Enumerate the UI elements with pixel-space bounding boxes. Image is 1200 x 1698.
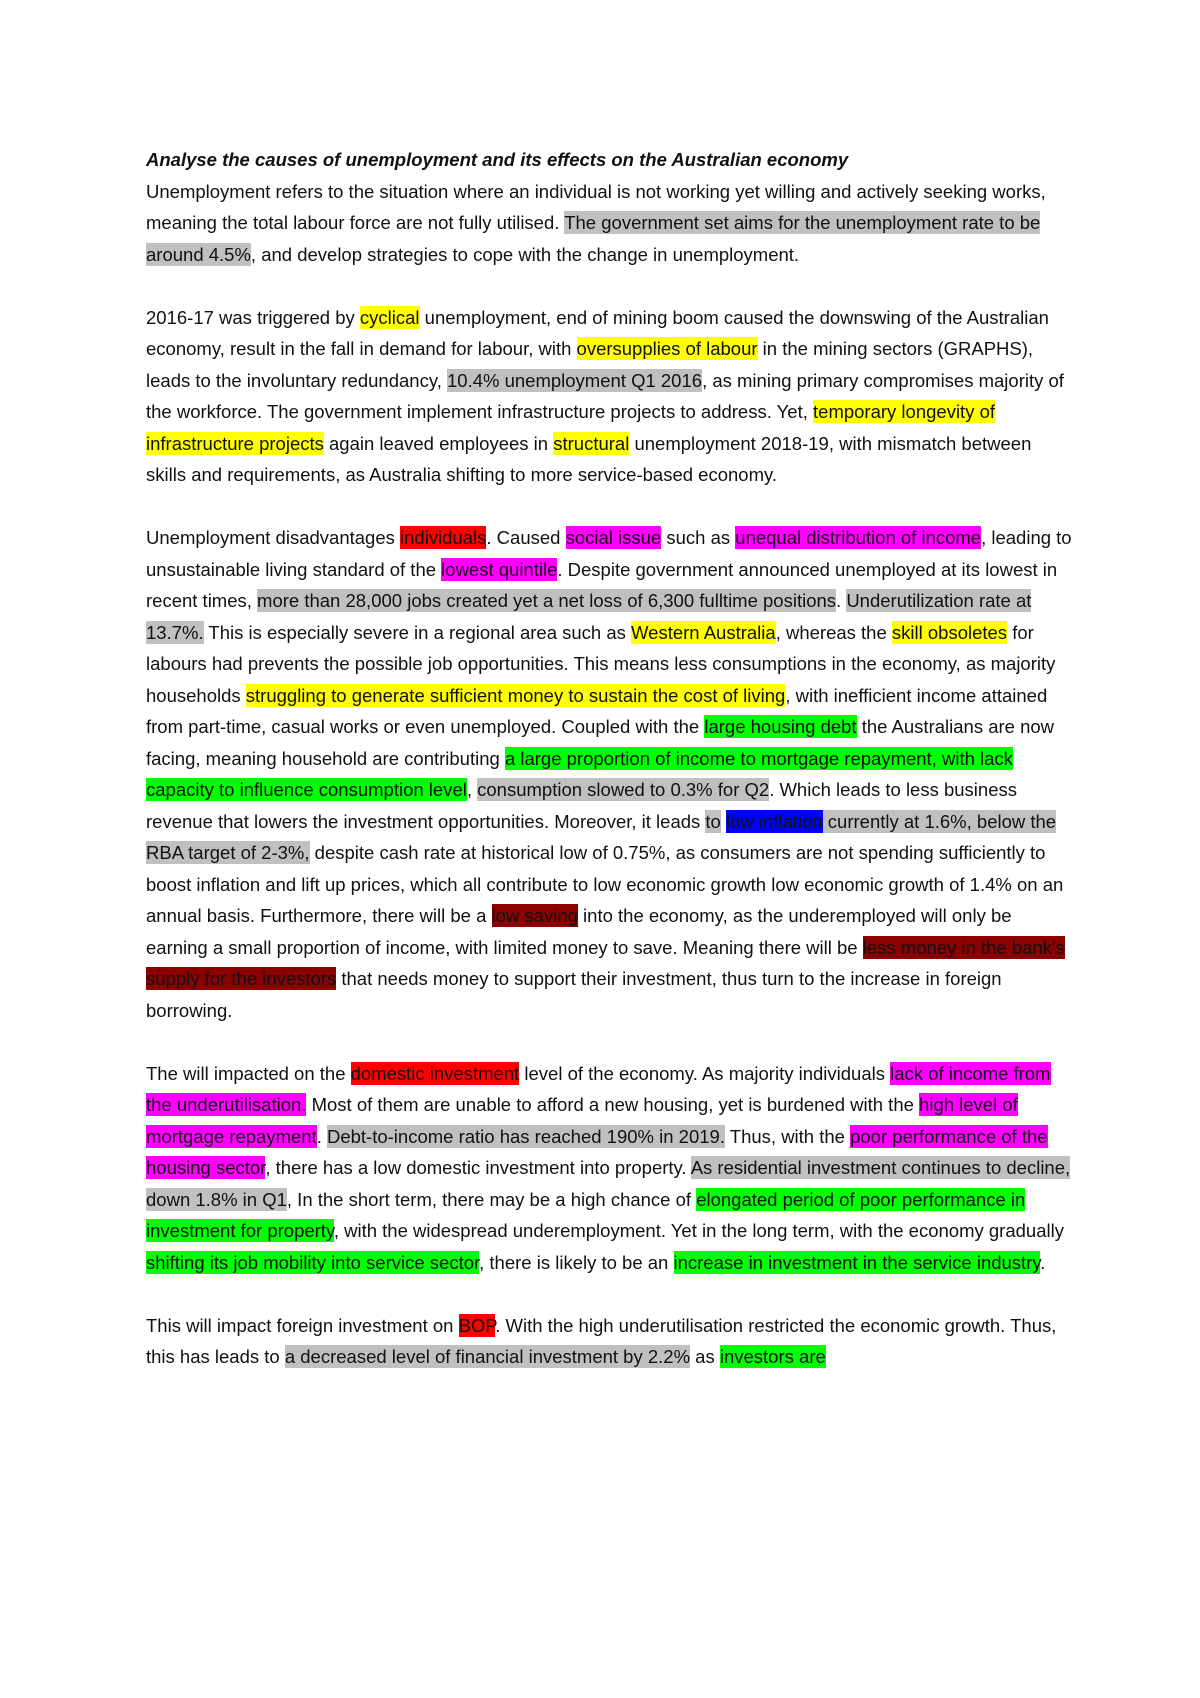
highlight-gray: The government set aims for the unemployment rate to be around 4.5% (146, 212, 1041, 265)
highlight-green: shifting its job mobility into service sector (146, 1251, 480, 1273)
highlight-yellow: oversupplies of labour (576, 338, 758, 359)
highlight-dark-red: low saving (491, 905, 578, 926)
text-run: . With the high underutilisation restricted the economic growth. Thus, this has leads to (146, 1314, 1057, 1367)
paragraph-spacer (146, 270, 1076, 302)
text-run: level of the economy. As majority individuals (519, 1062, 891, 1084)
text-run: The will impacted on the (146, 1062, 351, 1084)
highlight-magenta: high level of mortgage repayment (146, 1094, 1018, 1147)
highlight-magenta: lack of income from the underutilisation. (146, 1062, 1051, 1115)
paragraph-4 (146, 1058, 1076, 1279)
text-run: , as mining primary compromises majority of the workforce. The government implement infrastructure projects to address. Yet, (146, 369, 1064, 422)
text-run: that needs money to support their investment, thus turn to the increase in foreign borrowing. (146, 968, 1002, 1021)
highlight-red: individuals (400, 527, 487, 548)
highlight-yellow: structural (553, 432, 630, 454)
highlight-gray: 10.4% unemployment Q1 2016 (447, 369, 703, 391)
text-run: This is especially severe in a regional area such as (203, 621, 632, 643)
highlight-yellow: Western Australia (631, 621, 776, 643)
highlight-gray: Debt-to-income ratio has reached 190% in 2019. (326, 1125, 725, 1147)
text-run: again leaved employees in (323, 432, 554, 454)
text-run: . (316, 1125, 327, 1147)
highlight-yellow: temporary longevity of infrastructure projects (146, 401, 996, 454)
text-run: . Caused (486, 527, 566, 548)
highlight-green: investors are (719, 1346, 826, 1367)
highlight-gray: to (705, 810, 721, 832)
text-run: in the mining sectors (GRAPHS), leads to the involuntary redundancy, (146, 338, 1034, 391)
document-title: Analyse the causes of unemployment and its effects on the Australian economy (146, 149, 849, 170)
highlight-green: increase in investment in the service industry (673, 1251, 1041, 1273)
text-run: Unemployment refers to the situation where an individual is not working yet willing and actively seeking works, meaning the total labour force are not fully utilised. (146, 180, 1046, 233)
highlight-gray: As residential investment continues to decline, down 1.8% in Q1 (146, 1157, 1071, 1210)
text-run: , whereas the (775, 621, 892, 643)
text-run: , with the widespread underemployment. Yet in the long term, with the economy gradually (333, 1220, 1064, 1241)
highlight-red: BOP (458, 1314, 496, 1336)
text-run: Thus, with the (724, 1125, 851, 1147)
text-run: Most of them are unable to afford a new housing, yet is burdened with the (306, 1094, 920, 1115)
text-run: , In the short term, there may be a high chance of (286, 1188, 697, 1210)
highlight-gray: more than 28,000 jobs created yet a net loss of 6,300 fulltime positions (257, 590, 837, 611)
highlight-green: elongated period of poor performance in investment for property (146, 1188, 1026, 1241)
text-run: . Which leads to less business revenue that lowers the investment opportunities. Moreover, it leads (146, 779, 1017, 832)
highlight-magenta: poor performance of the housing sector (146, 1125, 1048, 1178)
text-run: , with inefficient income attained from part-time, casual works or even unemployed. Coupled with the (146, 684, 1048, 737)
highlight-yellow: cyclical (359, 306, 420, 328)
highlight-yellow: skill obsoletes (891, 621, 1008, 643)
text-run: as (690, 1346, 720, 1367)
highlight-magenta: social issue (565, 527, 662, 548)
text-run: . (1040, 1251, 1046, 1273)
text-run: 2016-17 was triggered by (146, 306, 360, 328)
text-run: , (466, 779, 478, 800)
highlight-dark-red: less money in the bank's supply for the investors (146, 936, 1065, 989)
text-run: This will impact foreign investment on (146, 1314, 459, 1336)
highlight-magenta: lowest quintile (441, 558, 558, 580)
highlight-green: a large proportion of income to mortgage repayment, with lack capacity to influence consumption level (146, 747, 1013, 800)
text-run: . (836, 590, 847, 611)
text-run: for labours had prevents the possible job opportunities. This means less consumptions in the economy, as majority households (146, 621, 1056, 706)
text-run: Unemployment disadvantages (146, 527, 401, 548)
highlight-gray: a decreased level of financial investment by 2.2% (284, 1346, 691, 1367)
text-run: unemployment 2018-19, with mismatch between skills and requirements, as Australia shifting to more service-based economy. (146, 432, 1032, 485)
document-page (146, 144, 1076, 1373)
highlight-gray: Underutilization rate at 13.7%. (146, 590, 1032, 643)
highlight-yellow: struggling to generate sufficient money to sustain the cost of living (245, 684, 786, 706)
document-body (146, 176, 1076, 1373)
paragraph-spacer (146, 1278, 1076, 1310)
text-run: , there has a low domestic investment into property. (265, 1157, 691, 1178)
highlight-magenta: unequal distribution of income (735, 527, 982, 548)
paragraph-1 (146, 176, 1076, 271)
text-run: such as (661, 527, 736, 548)
highlight-blue: low inflation (726, 810, 823, 832)
paragraph-spacer (146, 1026, 1076, 1058)
highlight-gray: consumption slowed to 0.3% for Q2 (477, 779, 770, 800)
text-run: despite cash rate at historical low of 0.75%, as consumers are not spending sufficiently to boost inflation and lift up prices, which all contribute to low economic growth low economic growth of 1.4% on an annual basis. Furthermore, there will be a (146, 842, 1064, 926)
text-run: . Despite government announced unemployed at its lowest in recent times, (146, 558, 1058, 611)
text-run: , there is likely to be an (479, 1251, 674, 1273)
highlight-red: domestic investment (350, 1062, 520, 1084)
text-run: into the economy, as the underemployed will only be earning a small proportion of income, with limited money to save. Meaning there will be (146, 905, 1012, 958)
highlight-green: large housing debt (704, 716, 857, 737)
paragraph-2 (146, 302, 1076, 491)
text-run: , and develop strategies to cope with the change in unemployment. (250, 243, 800, 265)
text-run: the Australians are now facing, meaning household are contributing (146, 716, 1055, 769)
highlight-gray: currently at 1.6%, below the RBA target of 2-3%, (146, 810, 1057, 863)
paragraph-3 (146, 522, 1076, 1026)
text-run: unemployment, end of mining boom caused the downswing of the Australian economy, result in the fall in demand for labour, with (146, 306, 1049, 359)
paragraph-spacer (146, 491, 1076, 523)
text-run: , leading to unsustainable living standard of the (146, 527, 1072, 580)
paragraph-5 (146, 1310, 1076, 1373)
